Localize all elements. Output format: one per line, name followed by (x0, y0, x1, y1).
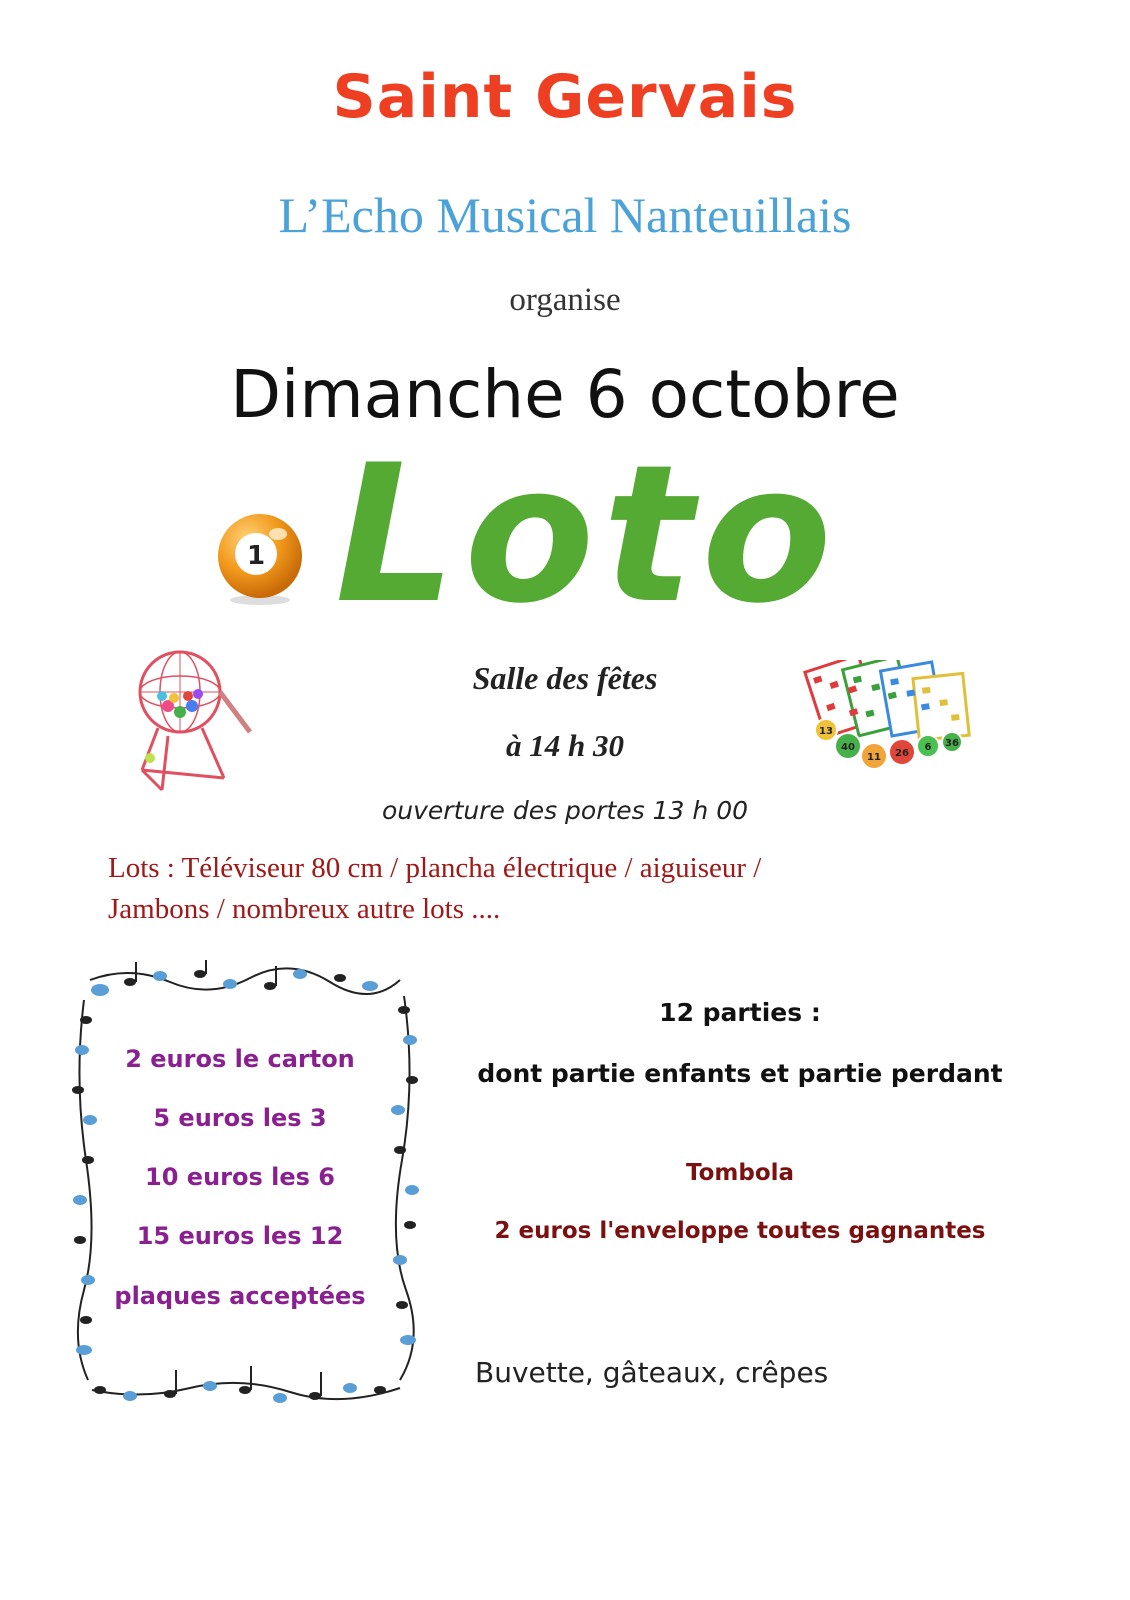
doors-opening: ouverture des portes 13 h 00 (381, 796, 749, 825)
card-ball-number: 36 (945, 738, 959, 749)
card-ball-number: 6 (924, 742, 932, 753)
card-ball-number: 13 (819, 726, 833, 737)
prizes-list (108, 848, 1008, 930)
card-ball-number: 40 (841, 742, 855, 753)
ball-number: 1 (246, 541, 266, 571)
tombola-title: Tombola (685, 1160, 795, 1186)
card-ball-number: 26 (895, 748, 909, 759)
price-line: plaques acceptées (114, 1282, 366, 1310)
prizes-line: Jambons / nombreux autre lots .... (108, 893, 501, 925)
tombola-detail: 2 euros l'enveloppe toutes gagnantes (494, 1218, 986, 1244)
games-count: 12 parties : (659, 998, 821, 1027)
event-date: Dimanche 6 octobre (230, 356, 900, 433)
lottery-ball-icon (212, 510, 308, 606)
venue: Salle des fêtes (472, 660, 658, 696)
organizes-text: organise (509, 282, 621, 318)
price-line: 5 euros les 3 (153, 1104, 327, 1132)
organizer-name: L’Echo Musical Nanteuillais (278, 187, 852, 243)
price-line: 2 euros le carton (125, 1045, 355, 1073)
card-ball-number: 11 (867, 752, 881, 763)
refreshments: Buvette, gâteaux, crêpes (475, 1356, 829, 1389)
start-time: à 14 h 30 (506, 728, 624, 763)
prizes-line: Lots : Téléviseur 80 cm / plancha électrique / aiguiseur / (108, 852, 762, 884)
games-detail: dont partie enfants et partie perdant (477, 1059, 1003, 1088)
price-line: 10 euros les 6 (145, 1163, 335, 1191)
loto-title: Loto (335, 424, 840, 645)
city-title: Saint Gervais (332, 62, 798, 132)
price-line: 15 euros les 12 (136, 1222, 344, 1250)
